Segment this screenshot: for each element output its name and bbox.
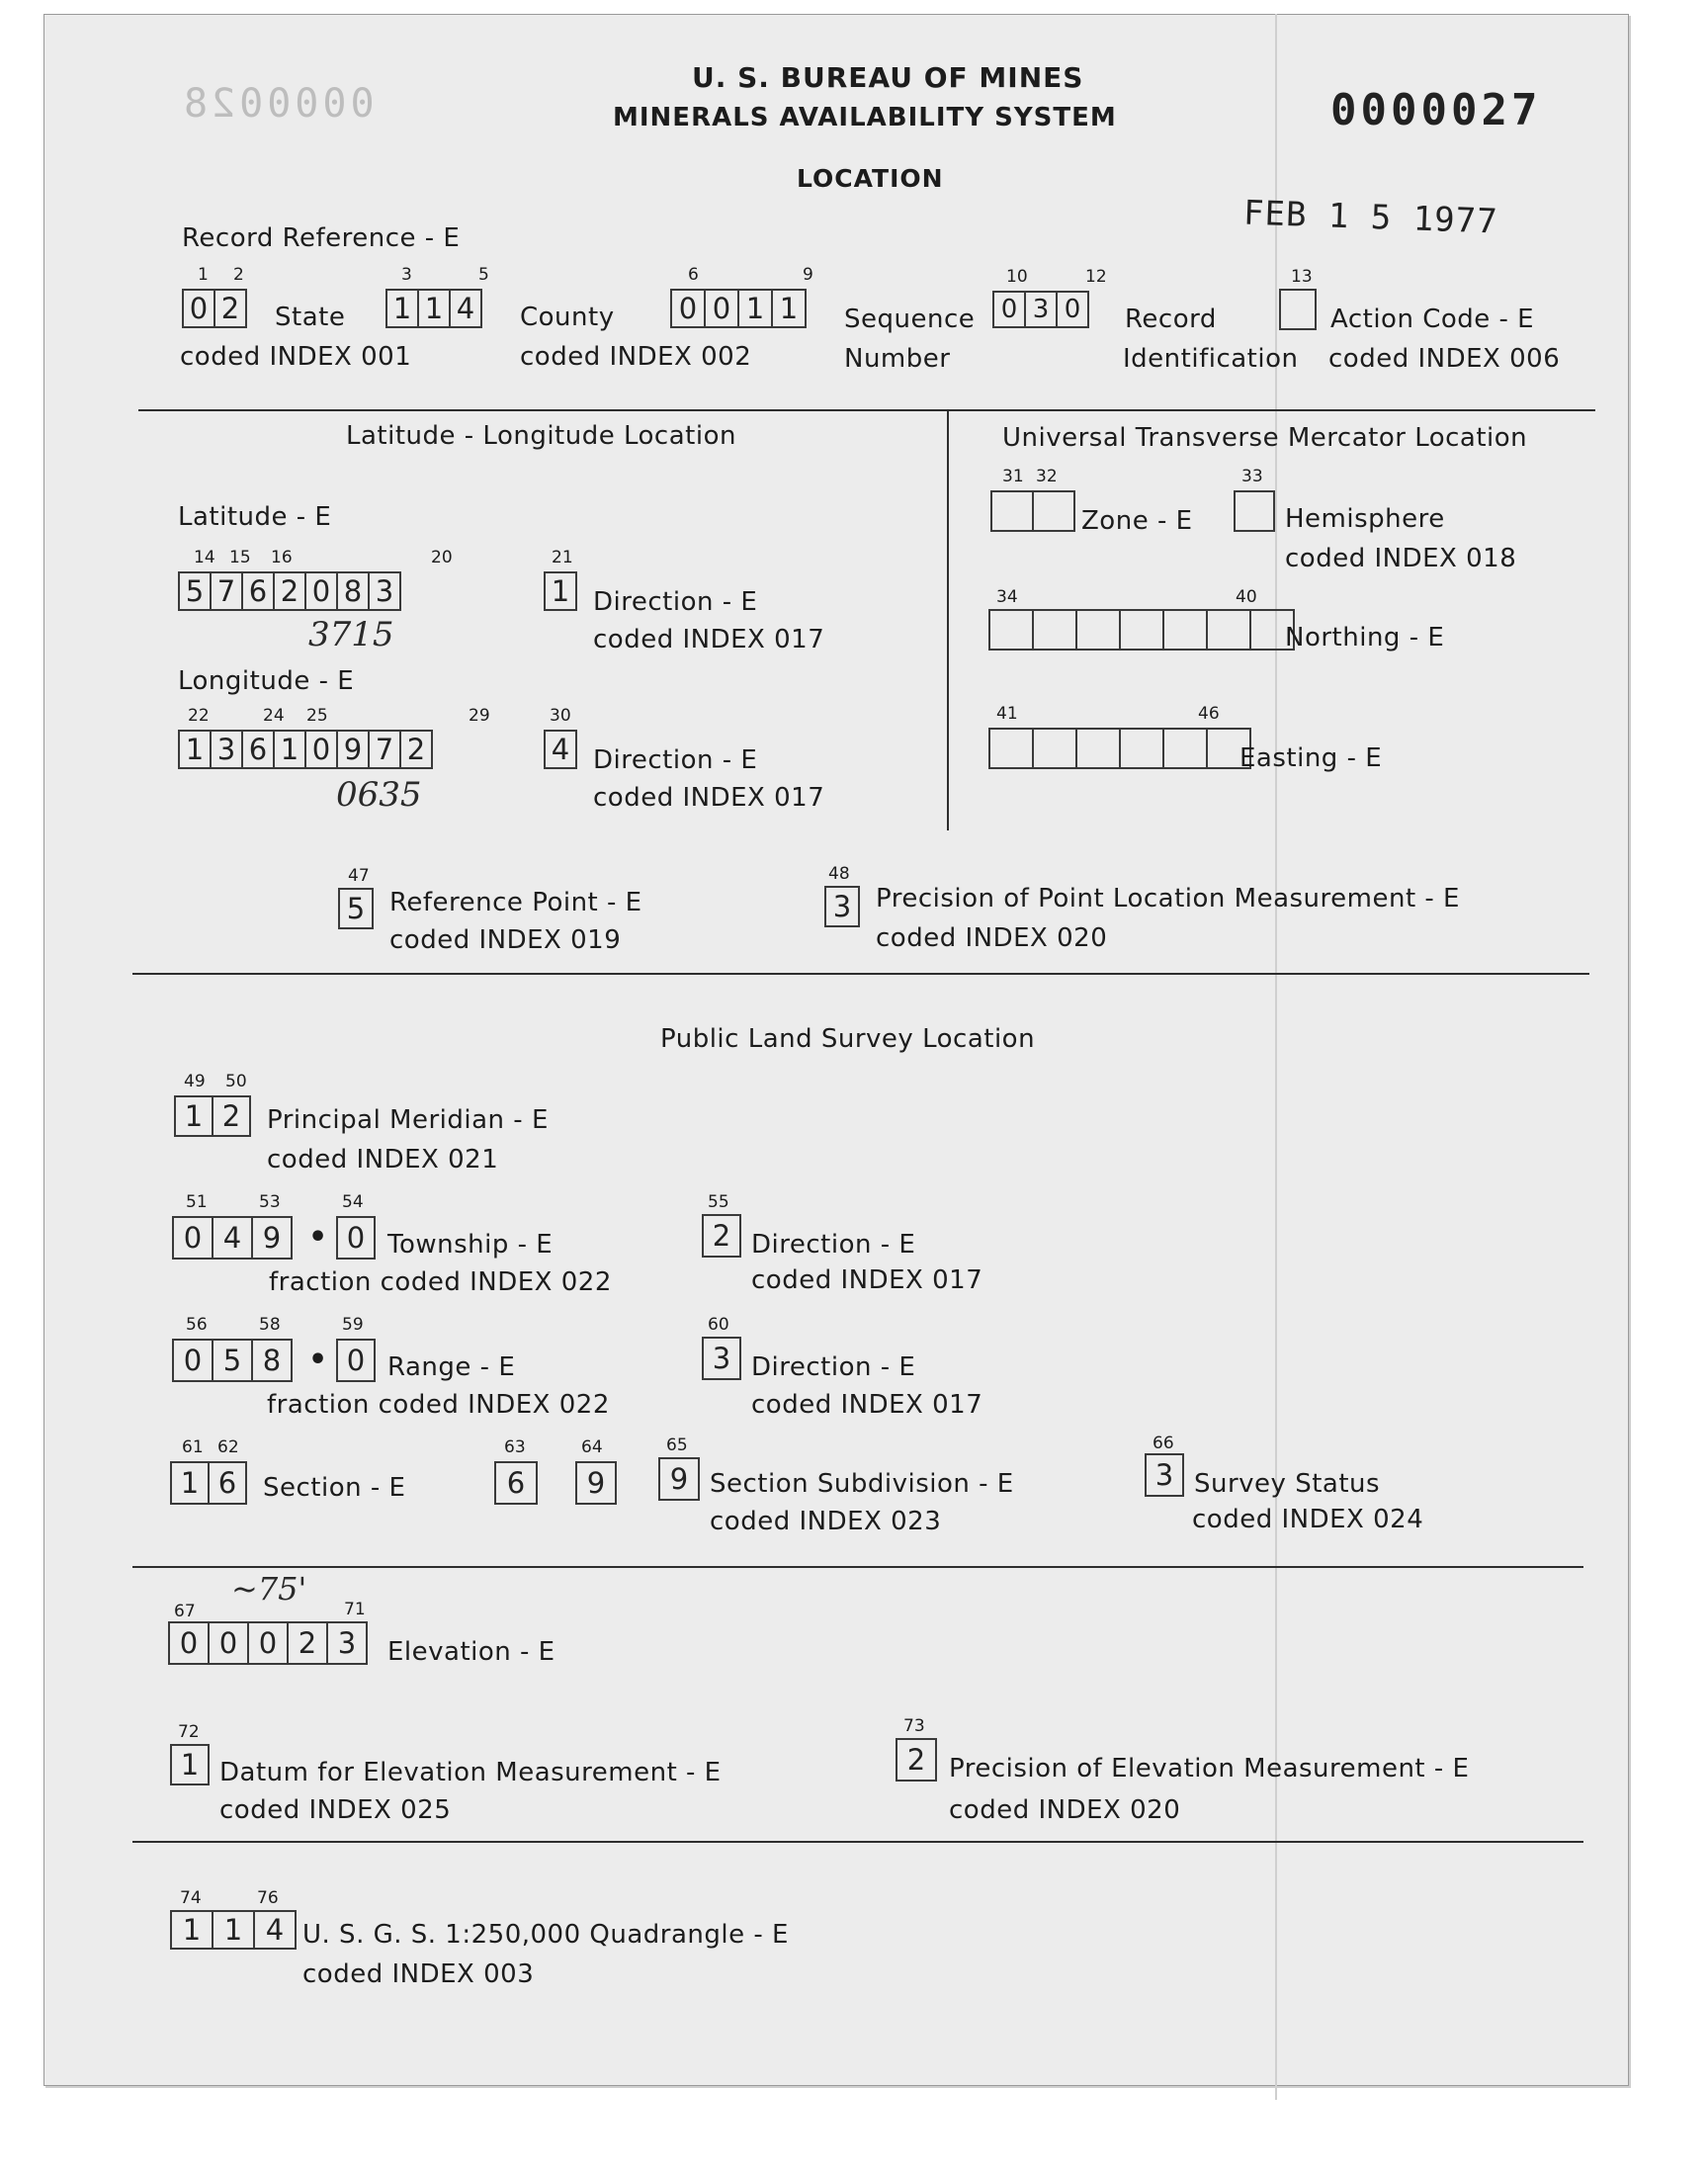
code-box[interactable]: 1 (385, 289, 419, 328)
code-box[interactable]: 1 (170, 1461, 210, 1505)
code-box[interactable]: 2 (896, 1738, 937, 1782)
record-id-boxes[interactable] (992, 291, 1089, 328)
subdivision-label: Section Subdivision - E (710, 1469, 1014, 1499)
township-boxes[interactable] (172, 1216, 293, 1260)
col-num: 76 (257, 1888, 279, 1908)
quadrangle-sub: coded INDEX 003 (302, 1959, 535, 1989)
survey-status-label: Survey Status (1194, 1469, 1381, 1499)
code-box[interactable] (1032, 609, 1077, 651)
col-num: 32 (1036, 467, 1058, 486)
northing-boxes[interactable] (988, 609, 1295, 651)
col-num: 40 (1236, 587, 1257, 607)
code-box[interactable]: 3 (368, 571, 401, 611)
subdivision-box-1[interactable] (494, 1461, 538, 1505)
longitude-handwritten-note: 0635 (336, 775, 422, 815)
code-box[interactable]: 1 (737, 289, 773, 328)
code-box[interactable]: 1 (170, 1744, 210, 1785)
code-box[interactable]: 8 (251, 1339, 293, 1382)
code-box[interactable]: 0 (304, 571, 338, 611)
form-title: LOCATION (797, 164, 944, 193)
reference-point-label: Reference Point - E (389, 888, 642, 917)
quadrangle-label: U. S. G. S. 1:250,000 Quadrangle - E (302, 1920, 789, 1950)
code-box[interactable]: 9 (658, 1457, 700, 1501)
col-num: 31 (1002, 467, 1024, 486)
col-num: 6 (688, 265, 699, 285)
column-divider (947, 411, 949, 830)
longitude-direction-label: Direction - E (593, 745, 758, 775)
subdivision-box-2[interactable] (575, 1461, 617, 1505)
range-direction-sub: coded INDEX 017 (751, 1390, 983, 1420)
range-sub: fraction coded INDEX 022 (267, 1390, 610, 1420)
code-box[interactable]: 7 (368, 730, 401, 769)
code-box[interactable]: 3 (210, 730, 243, 769)
code-box[interactable] (1032, 490, 1075, 532)
col-num: 30 (550, 706, 571, 726)
code-box[interactable]: 4 (212, 1216, 253, 1260)
col-num: 63 (504, 1437, 526, 1457)
survey-status-box[interactable] (1145, 1453, 1184, 1497)
latlong-heading: Latitude - Longitude Location (346, 421, 736, 451)
code-box[interactable]: 7 (210, 571, 243, 611)
code-box[interactable]: 1 (273, 730, 306, 769)
elevation-precision-label: Precision of Elevation Measurement - E (949, 1754, 1470, 1784)
latitude-handwritten-note: 3715 (308, 615, 394, 654)
northing-label: Northing - E (1285, 623, 1445, 652)
easting-boxes[interactable] (988, 728, 1251, 769)
zone-boxes[interactable] (990, 490, 1075, 532)
col-num: 71 (344, 1600, 366, 1619)
datum-box[interactable] (170, 1744, 210, 1785)
code-box[interactable]: 9 (251, 1216, 293, 1260)
code-box[interactable] (1279, 289, 1317, 330)
range-fraction-box[interactable] (336, 1339, 376, 1382)
code-box[interactable]: 1 (178, 730, 212, 769)
date-stamp: FEB 1 5 1977 (1242, 193, 1499, 242)
col-num: 60 (708, 1315, 729, 1335)
code-box[interactable] (1234, 490, 1275, 532)
section-label: Section - E (263, 1473, 406, 1503)
code-box[interactable]: 6 (241, 571, 275, 611)
record-stamp-number: 0000027 (1330, 85, 1542, 135)
col-num: 10 (1006, 267, 1028, 287)
code-box[interactable]: 0 (336, 1216, 376, 1260)
code-box[interactable] (1075, 609, 1121, 651)
code-box[interactable]: 5 (212, 1339, 253, 1382)
col-num: 51 (186, 1192, 208, 1212)
col-num: 48 (828, 864, 850, 884)
code-box[interactable] (1162, 609, 1208, 651)
code-box[interactable]: 1 (212, 1910, 255, 1950)
latitude-boxes[interactable] (178, 571, 401, 611)
code-box[interactable]: 3 (824, 886, 860, 927)
pls-heading: Public Land Survey Location (660, 1024, 1036, 1054)
subdivision-sub: coded INDEX 023 (710, 1507, 942, 1536)
quadrangle-boxes[interactable] (170, 1910, 297, 1950)
reference-point-box[interactable] (338, 888, 374, 929)
code-box[interactable]: 0 (704, 289, 739, 328)
datum-sub: coded INDEX 025 (219, 1795, 452, 1825)
hemisphere-box[interactable] (1234, 490, 1275, 532)
system-title: MINERALS AVAILABILITY SYSTEM (613, 103, 1117, 132)
datum-label: Datum for Elevation Measurement - E (219, 1758, 722, 1787)
decimal-point: • (308, 1220, 328, 1255)
col-num: 56 (186, 1315, 208, 1335)
code-box[interactable]: 1 (771, 289, 807, 328)
section-boxes[interactable] (170, 1461, 247, 1505)
township-direction-label: Direction - E (751, 1230, 916, 1260)
code-box[interactable] (988, 728, 1034, 769)
code-box[interactable]: 0 (1056, 291, 1089, 328)
code-box[interactable]: 8 (336, 571, 370, 611)
code-box[interactable]: 0 (304, 730, 338, 769)
code-box[interactable]: 3 (1145, 1453, 1184, 1497)
code-box[interactable] (1119, 728, 1164, 769)
code-box[interactable]: 0 (168, 1621, 210, 1665)
col-num: 65 (666, 1436, 688, 1455)
code-box[interactable]: 1 (174, 1095, 214, 1137)
state-sub: coded INDEX 001 (180, 342, 412, 372)
code-box[interactable]: 9 (336, 730, 370, 769)
col-num: 64 (581, 1437, 603, 1457)
township-sub: fraction coded INDEX 022 (269, 1267, 612, 1297)
meridian-label: Principal Meridian - E (267, 1105, 549, 1135)
longitude-boxes[interactable] (178, 730, 433, 769)
action-code-sub: coded INDEX 006 (1328, 344, 1561, 374)
col-num: 72 (178, 1722, 200, 1742)
easting-label: Easting - E (1239, 743, 1383, 773)
col-num: 46 (1198, 704, 1220, 724)
subdivision-box-3[interactable] (658, 1457, 700, 1501)
code-box[interactable]: 2 (273, 571, 306, 611)
code-box[interactable]: 0 (208, 1621, 249, 1665)
divider (132, 1841, 1583, 1843)
col-num: 59 (342, 1315, 364, 1335)
code-box[interactable] (1206, 609, 1251, 651)
code-box[interactable]: 0 (247, 1621, 289, 1665)
code-box[interactable]: 2 (287, 1621, 328, 1665)
precision-point-sub: coded INDEX 020 (876, 923, 1108, 953)
hemisphere-sub: coded INDEX 018 (1285, 544, 1517, 573)
col-num: 3 (401, 265, 412, 285)
divider (132, 1566, 1583, 1568)
utm-heading: Universal Transverse Mercator Location (1002, 423, 1528, 453)
township-fraction-box[interactable] (336, 1216, 376, 1260)
code-box[interactable]: 5 (338, 888, 374, 929)
elevation-precision-sub: coded INDEX 020 (949, 1795, 1181, 1825)
divider (138, 409, 1595, 411)
code-box[interactable]: 4 (544, 730, 577, 769)
sequence-label: Sequence (844, 304, 976, 334)
range-direction-box[interactable] (702, 1337, 741, 1380)
survey-status-sub: coded INDEX 024 (1192, 1505, 1424, 1534)
code-box[interactable]: 3 (1024, 291, 1058, 328)
code-box[interactable]: 2 (702, 1214, 741, 1258)
code-box[interactable]: 1 (170, 1910, 214, 1950)
col-num: 53 (259, 1192, 281, 1212)
col-num: 16 (271, 548, 293, 567)
code-box[interactable] (988, 609, 1034, 651)
divider (132, 973, 1589, 975)
township-direction-sub: coded INDEX 017 (751, 1265, 983, 1295)
col-num: 12 (1085, 267, 1107, 287)
code-box[interactable] (1119, 609, 1164, 651)
code-box[interactable]: 2 (212, 1095, 251, 1137)
sequence-sub: Number (844, 344, 951, 374)
range-label: Range - E (387, 1352, 516, 1382)
code-box[interactable]: 6 (208, 1461, 247, 1505)
code-box[interactable]: 0 (336, 1339, 376, 1382)
decimal-point: • (308, 1343, 328, 1377)
state-code-boxes[interactable] (182, 289, 247, 328)
col-num: 25 (306, 706, 328, 726)
elevation-label: Elevation - E (387, 1637, 555, 1667)
hemisphere-label: Hemisphere (1285, 504, 1445, 534)
col-num: 58 (259, 1315, 281, 1335)
agency-title: U. S. BUREAU OF MINES (692, 61, 1084, 94)
record-id-label: Record (1125, 304, 1217, 334)
latitude-label: Latitude - E (178, 502, 332, 532)
code-box[interactable] (1075, 728, 1121, 769)
code-box[interactable]: 3 (326, 1621, 368, 1665)
state-label: State (275, 303, 346, 332)
county-label: County (520, 303, 615, 332)
col-num: 62 (217, 1437, 239, 1457)
col-num: 33 (1241, 467, 1263, 486)
record-reference-heading: Record Reference - E (182, 223, 461, 253)
col-num: 20 (431, 548, 453, 567)
action-code-label: Action Code - E (1330, 304, 1535, 334)
col-num: 2 (233, 265, 244, 285)
faded-stamp-number: 0000028 (180, 81, 375, 127)
code-box[interactable]: 4 (449, 289, 482, 328)
col-num: 34 (996, 587, 1018, 607)
col-num: 66 (1153, 1434, 1174, 1453)
col-num: 67 (174, 1602, 196, 1621)
sequence-number-boxes[interactable] (670, 289, 807, 328)
code-box[interactable]: 0 (172, 1339, 214, 1382)
county-code-boxes[interactable] (385, 289, 482, 328)
latitude-direction-box[interactable] (544, 571, 577, 611)
code-box[interactable]: 6 (241, 730, 275, 769)
township-label: Township - E (387, 1230, 554, 1260)
code-box[interactable]: 0 (670, 289, 706, 328)
code-box[interactable]: 1 (417, 289, 451, 328)
col-num: 15 (229, 548, 251, 567)
col-num: 61 (182, 1437, 204, 1457)
code-box[interactable]: 0 (182, 289, 215, 328)
col-num: 29 (469, 706, 490, 726)
range-boxes[interactable] (172, 1339, 293, 1382)
code-box[interactable] (1032, 728, 1077, 769)
record-id-sub: Identification (1123, 344, 1299, 374)
precision-point-box[interactable] (824, 886, 860, 927)
latitude-direction-label: Direction - E (593, 587, 758, 617)
code-box[interactable]: 4 (253, 1910, 297, 1950)
col-num: 1 (198, 265, 209, 285)
col-num: 13 (1291, 267, 1313, 287)
code-box[interactable] (990, 490, 1034, 532)
latitude-direction-sub: coded INDEX 017 (593, 625, 825, 654)
meridian-boxes[interactable] (174, 1095, 251, 1137)
longitude-direction-sub: coded INDEX 017 (593, 783, 825, 813)
col-num: 49 (184, 1072, 206, 1091)
action-code-box[interactable] (1279, 289, 1317, 330)
col-num: 54 (342, 1192, 364, 1212)
col-num: 55 (708, 1192, 729, 1212)
code-box[interactable]: 1 (544, 571, 577, 611)
code-box[interactable]: 0 (172, 1216, 214, 1260)
col-num: 50 (225, 1072, 247, 1091)
code-box[interactable]: 3 (702, 1337, 741, 1380)
col-num: 22 (188, 706, 210, 726)
code-box[interactable]: 6 (494, 1461, 538, 1505)
county-sub: coded INDEX 002 (520, 342, 752, 372)
code-box[interactable]: 0 (992, 291, 1026, 328)
col-num: 14 (194, 548, 215, 567)
code-box[interactable]: 9 (575, 1461, 617, 1505)
meridian-sub: coded INDEX 021 (267, 1145, 499, 1174)
col-num: 21 (552, 548, 573, 567)
col-num: 47 (348, 866, 370, 886)
zone-label: Zone - E (1081, 506, 1193, 536)
reference-point-sub: coded INDEX 019 (389, 925, 622, 955)
elevation-precision-box[interactable] (896, 1738, 937, 1782)
col-num: 24 (263, 706, 285, 726)
precision-point-label: Precision of Point Location Measurement - E (876, 884, 1460, 914)
code-box[interactable]: 2 (214, 289, 247, 328)
elevation-handwritten-note: ~75' (231, 1570, 307, 1608)
longitude-label: Longitude - E (178, 666, 355, 696)
col-num: 73 (903, 1716, 925, 1736)
col-num: 5 (478, 265, 489, 285)
range-direction-label: Direction - E (751, 1352, 916, 1382)
col-num: 41 (996, 704, 1018, 724)
col-num: 74 (180, 1888, 202, 1908)
longitude-direction-box[interactable] (544, 730, 577, 769)
col-num: 9 (803, 265, 813, 285)
township-direction-box[interactable] (702, 1214, 741, 1258)
code-box[interactable]: 5 (178, 571, 212, 611)
page-fold-line (1275, 14, 1277, 2100)
code-box[interactable]: 2 (399, 730, 433, 769)
elevation-boxes[interactable] (168, 1621, 368, 1665)
code-box[interactable] (1162, 728, 1208, 769)
